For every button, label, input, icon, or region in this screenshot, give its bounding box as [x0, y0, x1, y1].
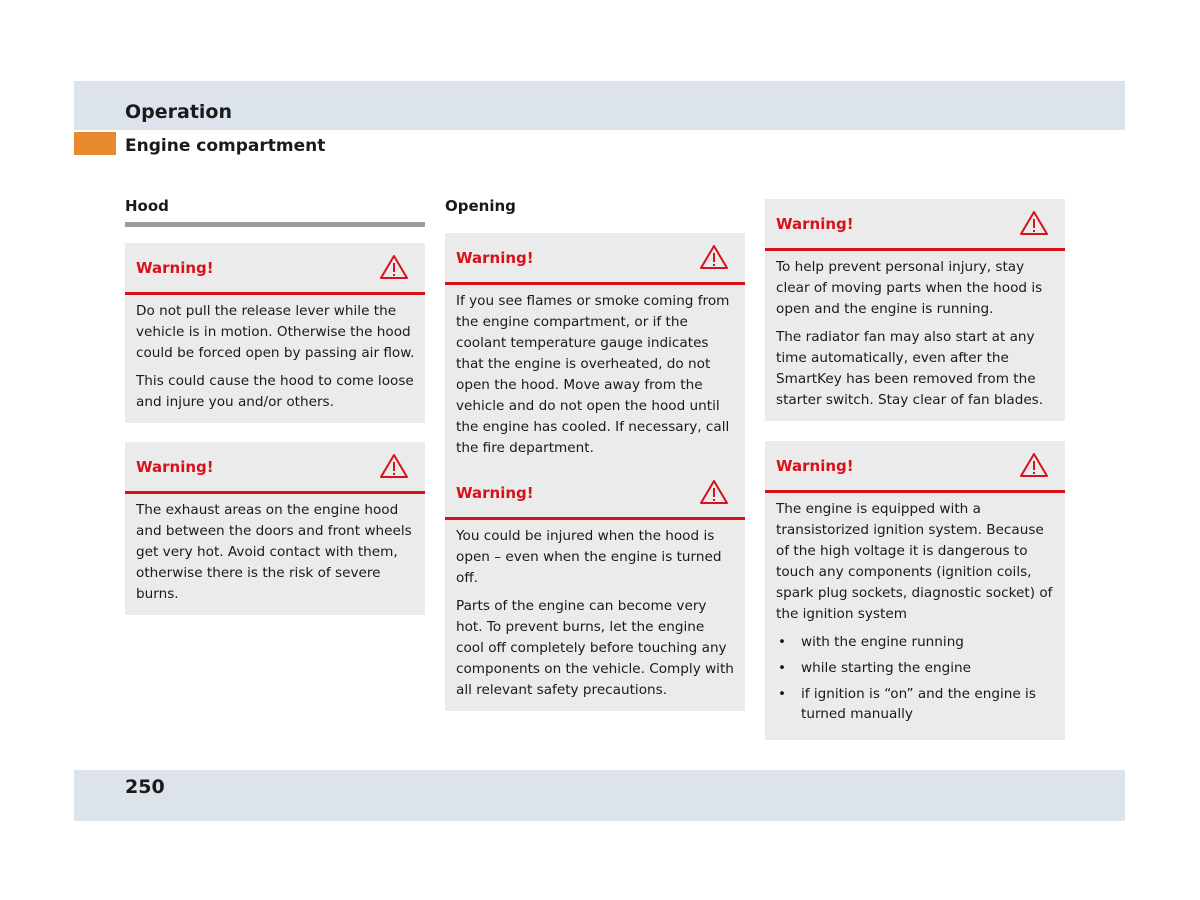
warning-box-ignition-system: [765, 441, 1065, 740]
list-item-text: while starting the engine: [801, 660, 971, 676]
warning-paragraph: If you see flames or smoke coming from the engine compartment, or if the coolant temperature gauge indicates that the engine is overheated, do not open the hood. Move away from the vehicle and do not open the hood until the engine has cooled. If necessary, call the fire department.: [456, 293, 730, 456]
warning-paragraph: The exhaust areas on the engine hood and between the doors and front wheels get very hot. Avoid contact with them, otherwise there is the risk of severe burns.: [136, 502, 412, 602]
bullet-mark: •: [778, 660, 787, 676]
warning-box-hood-open-injury: [445, 468, 745, 711]
footer-band: [74, 770, 1125, 821]
warning-box-flames-smoke: [445, 233, 745, 469]
warning-paragraph: You could be injured when the hood is open – even when the engine is turned off.: [456, 528, 722, 586]
section-title: Operation: [125, 101, 233, 123]
warning-paragraph: Do not pull the release lever while the vehicle is in motion. Otherwise the hood could be forced open by passing air flow.: [136, 303, 415, 361]
warning-triangle-icon: [379, 254, 409, 280]
list-item-text: with the engine running: [801, 634, 964, 650]
warning-body: [445, 285, 745, 469]
warning-paragraph: Parts of the engine can become very hot. To prevent burns, let the engine cool off completely before touching any components on the vehicle. Comply with all relevant safety precautions.: [456, 598, 734, 698]
warning-title: Warning!: [136, 259, 214, 277]
warning-header: [125, 442, 425, 494]
warning-body: [445, 520, 745, 711]
warning-title: Warning!: [776, 457, 854, 475]
list-item: [776, 658, 1055, 678]
warning-header: [445, 468, 745, 520]
page-number: 250: [125, 776, 165, 798]
warning-body: [125, 494, 425, 615]
warning-title: Warning!: [456, 249, 534, 267]
subsection-title: Engine compartment: [125, 136, 326, 156]
list-item: [776, 632, 1055, 652]
warning-header: [125, 243, 425, 295]
warning-triangle-icon: [699, 479, 729, 505]
warning-box-exhaust-areas: [125, 442, 425, 615]
warning-bullet-list: [776, 632, 1055, 724]
bullet-mark: •: [778, 634, 787, 650]
warning-title: Warning!: [776, 215, 854, 233]
warning-body: [765, 251, 1065, 421]
hood-heading: Hood: [125, 197, 169, 215]
warning-paragraph: To help prevent personal injury, stay clear of moving parts when the hood is open and the engine is running.: [776, 259, 1043, 317]
warning-paragraph: The radiator fan may also start at any time automatically, even after the SmartKey has been removed from the starter switch. Stay clear of fan blades.: [776, 329, 1044, 408]
warning-triangle-icon: [379, 453, 409, 479]
bullet-mark: •: [778, 686, 787, 702]
warning-title: Warning!: [136, 458, 214, 476]
warning-box-moving-parts: [765, 199, 1065, 421]
warning-paragraph: This could cause the hood to come loose and injure you and/or others.: [136, 373, 414, 410]
warning-body: [765, 493, 1065, 740]
warning-body: [125, 295, 425, 423]
hood-heading-rule: [125, 222, 425, 227]
warning-paragraph: The engine is equipped with a transistorized ignition system. Because of the high voltage it is dangerous to touch any components (ignition coils, spark plug sockets, diagnostic socket) of the ignition system: [776, 501, 1053, 622]
opening-heading-block: [445, 196, 745, 216]
warning-box-release-lever: [125, 243, 425, 423]
warning-header: [765, 441, 1065, 493]
warning-triangle-icon: [1019, 210, 1049, 236]
warning-header: [765, 199, 1065, 251]
warning-triangle-icon: [699, 244, 729, 270]
warning-title: Warning!: [456, 484, 534, 502]
warning-header: [445, 233, 745, 285]
warning-triangle-icon: [1019, 452, 1049, 478]
list-item-text: if ignition is “on” and the engine is turned manually: [801, 686, 1036, 722]
section-accent-tab: [74, 132, 116, 155]
opening-heading: Opening: [445, 197, 516, 215]
hood-heading-block: [125, 196, 425, 227]
list-item: [776, 684, 1055, 724]
